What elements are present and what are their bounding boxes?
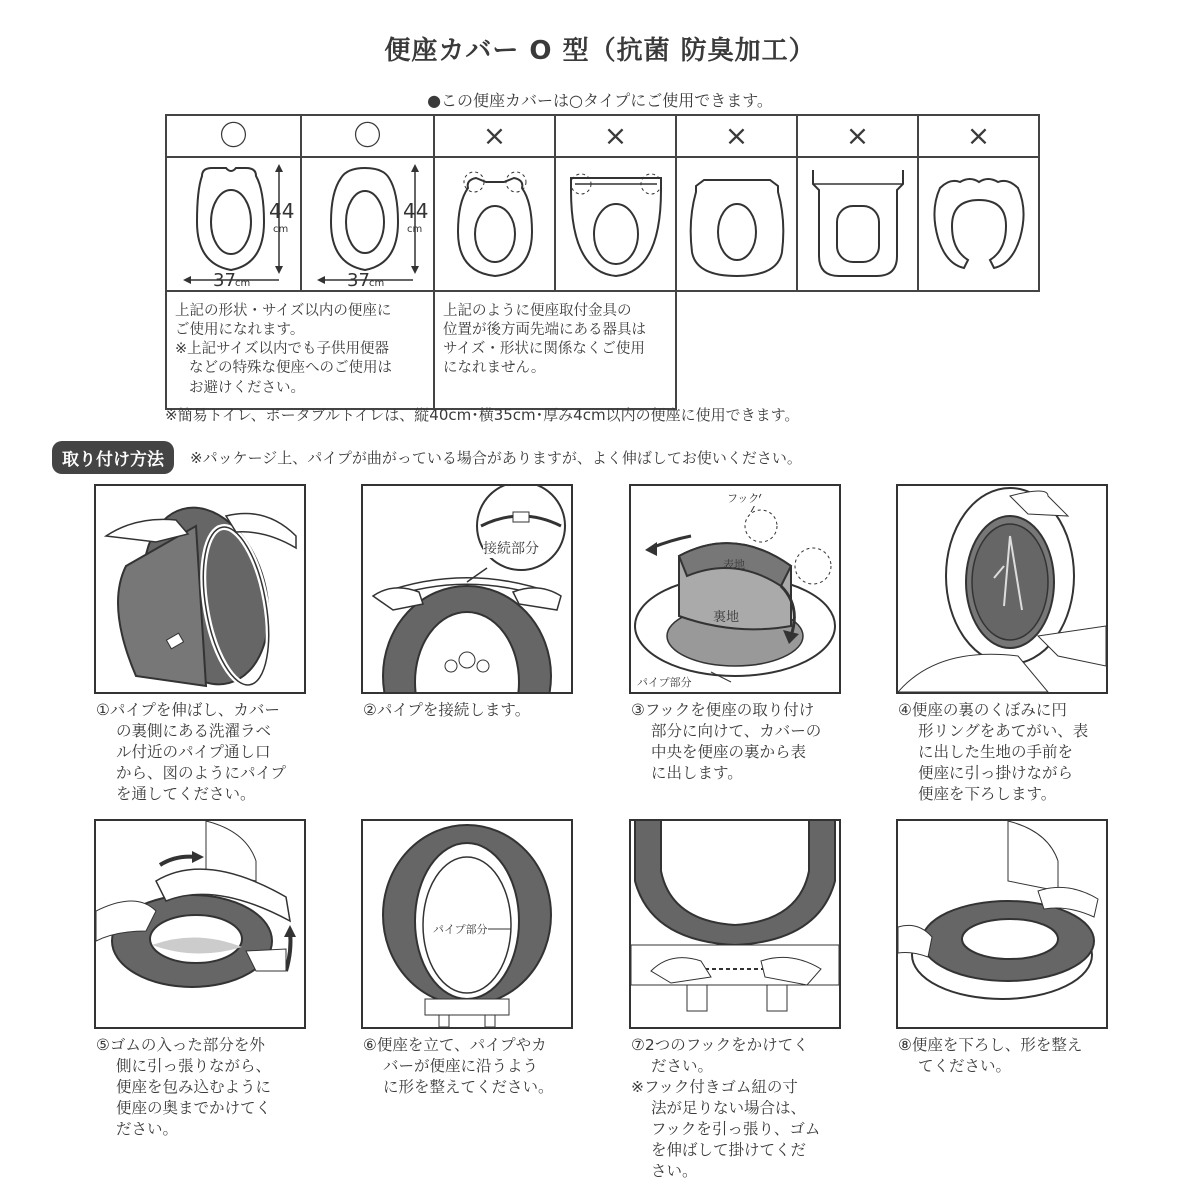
hook-label: フック <box>727 492 760 505</box>
height-44-label: 44 <box>268 199 294 223</box>
seat-shape-wide-front <box>676 157 797 291</box>
step-3-line-4: に出します。 <box>651 763 743 782</box>
step-1-line-2: の裏側にある洗濯ラベ <box>116 721 272 740</box>
mark-ok-2: 〇 <box>301 115 434 157</box>
step-4-line-3: に出した生地の手前を <box>918 742 1074 761</box>
step-5 <box>94 819 306 1140</box>
step-6-caption <box>361 1035 573 1098</box>
step-2 <box>361 484 573 721</box>
mark-ng-5: × <box>918 115 1039 157</box>
note-incompatible <box>434 291 676 409</box>
step-3 <box>629 484 841 784</box>
step-4-line-1: ④便座の裏のくぼみに円 <box>898 701 1067 719</box>
step-6 <box>361 819 573 1098</box>
mark-ng-3: × <box>676 115 797 157</box>
note-ok-line-2: ご使用になれます。 <box>175 322 305 339</box>
step-1-line-4: から、図のようにパイプ <box>116 763 287 782</box>
step-7-caption <box>629 1035 841 1181</box>
seat-shape-rear-hinge-2 <box>555 157 676 291</box>
step-1-caption <box>94 700 306 805</box>
mark-ok-1: 〇 <box>166 115 301 157</box>
compat-subtitle: ●この便座カバーは○タイプにご使用できます。 <box>427 91 773 110</box>
install-badge: 取り付け方法 <box>52 441 174 474</box>
note-ng-line-2: 位置が後方両先端にある器具は <box>443 322 646 339</box>
step-8-line-1: ⑧便座を下ろし、形を整え <box>898 1036 1083 1054</box>
note-ng-line-3: サイズ・形状に関係なくご使用 <box>443 341 645 358</box>
step-8-illustration <box>896 819 1108 1029</box>
step-7-line-4: 法が足りない場合は、 <box>651 1098 807 1117</box>
seat-shape-u-open <box>918 157 1039 291</box>
pipe-note: ※パッケージ上、パイプが曲がっている場合がありますが、よく伸ばしてお使いください。 <box>190 449 802 467</box>
step-4-illustration <box>896 484 1108 694</box>
step-5-line-3: 便座を包み込むように <box>116 1077 272 1096</box>
step-7-line-7: さい。 <box>651 1161 698 1180</box>
step-6-illustration <box>361 819 573 1029</box>
step-1 <box>94 484 306 805</box>
step-7-line-5: フックを引っ張り、ゴム <box>651 1119 821 1138</box>
step-8-caption <box>896 1035 1108 1077</box>
page-title: 便座カバー O 型（抗菌 防臭加工） <box>384 36 816 66</box>
step-5-line-1: ⑤ゴムの入った部分を外 <box>96 1036 265 1054</box>
connection-label: 接続部分 <box>483 538 539 558</box>
inner-fabric-label: 裏地 <box>713 610 740 625</box>
step-4-line-2: 形リングをあてがい、表 <box>918 721 1089 740</box>
step-7-illustration <box>629 819 841 1029</box>
step-1-line-5: を通してください。 <box>116 784 256 803</box>
step-5-line-2: 側に引っ張りながら、 <box>116 1056 272 1075</box>
note-compatible <box>166 291 434 409</box>
note-empty <box>676 291 1039 409</box>
step-2-line-1: ②パイプを接続します。 <box>363 701 531 719</box>
step-8-line-2: てください。 <box>918 1056 1012 1075</box>
step-3-line-2: 部分に向けて、カバーの <box>651 721 822 740</box>
mark-ng-2: × <box>555 115 676 157</box>
mark-ng-4: × <box>797 115 918 157</box>
step-6-line-3: に形を整えてください。 <box>383 1077 554 1096</box>
width-37-label-2: 37 <box>346 270 370 288</box>
step-6-line-2: バーが便座に沿うよう <box>383 1056 539 1075</box>
width-unit-label: cm <box>234 278 250 288</box>
mark-ng-1: × <box>434 115 555 157</box>
width-unit-label-2: cm <box>368 278 384 288</box>
note-ng-line-1: 上記のように便座取付金具の <box>443 303 632 319</box>
seat-shape-square <box>797 157 918 291</box>
compatibility-table <box>165 114 1040 410</box>
step-1-line-3: ル付近のパイプ通し口 <box>116 742 271 761</box>
step-4-line-4: 便座に引っ掛けながら <box>918 763 1074 782</box>
step-5-line-4: 便座の奥までかけてく <box>116 1098 272 1117</box>
step-7 <box>629 819 841 1181</box>
width-37-label: 37 <box>212 270 236 288</box>
install-section-header <box>52 441 802 474</box>
step-4-caption <box>896 700 1108 805</box>
step-6-line-1: ⑥便座を立て、パイプやカ <box>363 1036 547 1054</box>
height-unit-label: cm <box>272 224 288 235</box>
step-3-line-1: ③フックを便座の取り付け <box>631 701 815 719</box>
step-7-line-3: ※フック付きゴム紐の寸 <box>631 1077 798 1096</box>
step-3-illustration <box>629 484 841 694</box>
step-2-caption <box>361 700 573 721</box>
step-1-illustration <box>94 484 306 694</box>
height-44-label-2: 44 <box>402 199 428 223</box>
outer-fabric-label: 表地 <box>723 558 745 571</box>
step-8 <box>896 819 1108 1077</box>
height-unit-label-2: cm <box>406 224 422 235</box>
step-2-illustration <box>361 484 573 694</box>
note-ok-line-5: お避けください。 <box>189 379 305 396</box>
portable-toilet-note: ※簡易トイレ、ポータブルトイレは、縦40cm･横35cm･厚み4cm以内の便座に使用できます。 <box>165 406 800 424</box>
note-ng-line-4: になれません。 <box>443 360 546 377</box>
pipe-label-6: パイプ部分 <box>433 923 488 936</box>
step-7-line-6: を伸ばして掛けてくだ <box>651 1140 807 1159</box>
seat-shape-o-1 <box>166 157 301 291</box>
note-ok-line-1: 上記の形状・サイズ以内の便座に <box>175 303 392 319</box>
step-4 <box>896 484 1108 805</box>
step-5-line-5: ださい。 <box>116 1119 179 1138</box>
pipe-label-3: パイプ部分 <box>637 676 692 689</box>
note-ok-line-4: などの特殊な便座へのご使用は <box>189 360 392 377</box>
step-3-line-3: 中央を便座の裏から表 <box>651 742 807 761</box>
step-4-line-5: 便座を下ろします。 <box>918 784 1057 803</box>
step-5-illustration <box>94 819 306 1029</box>
step-5-caption <box>94 1035 306 1140</box>
note-ok-line-3: ※上記サイズ以内でも子供用便器 <box>175 341 389 358</box>
seat-shape-o-2 <box>301 157 434 291</box>
step-7-line-1: ⑦2つのフックをかけてく <box>631 1036 809 1054</box>
seat-shape-rear-hinge-1 <box>434 157 555 291</box>
step-1-line-1: ①パイプを伸ばし、カバー <box>96 701 280 719</box>
step-3-caption <box>629 700 841 784</box>
step-7-line-2: ださい。 <box>651 1056 714 1075</box>
